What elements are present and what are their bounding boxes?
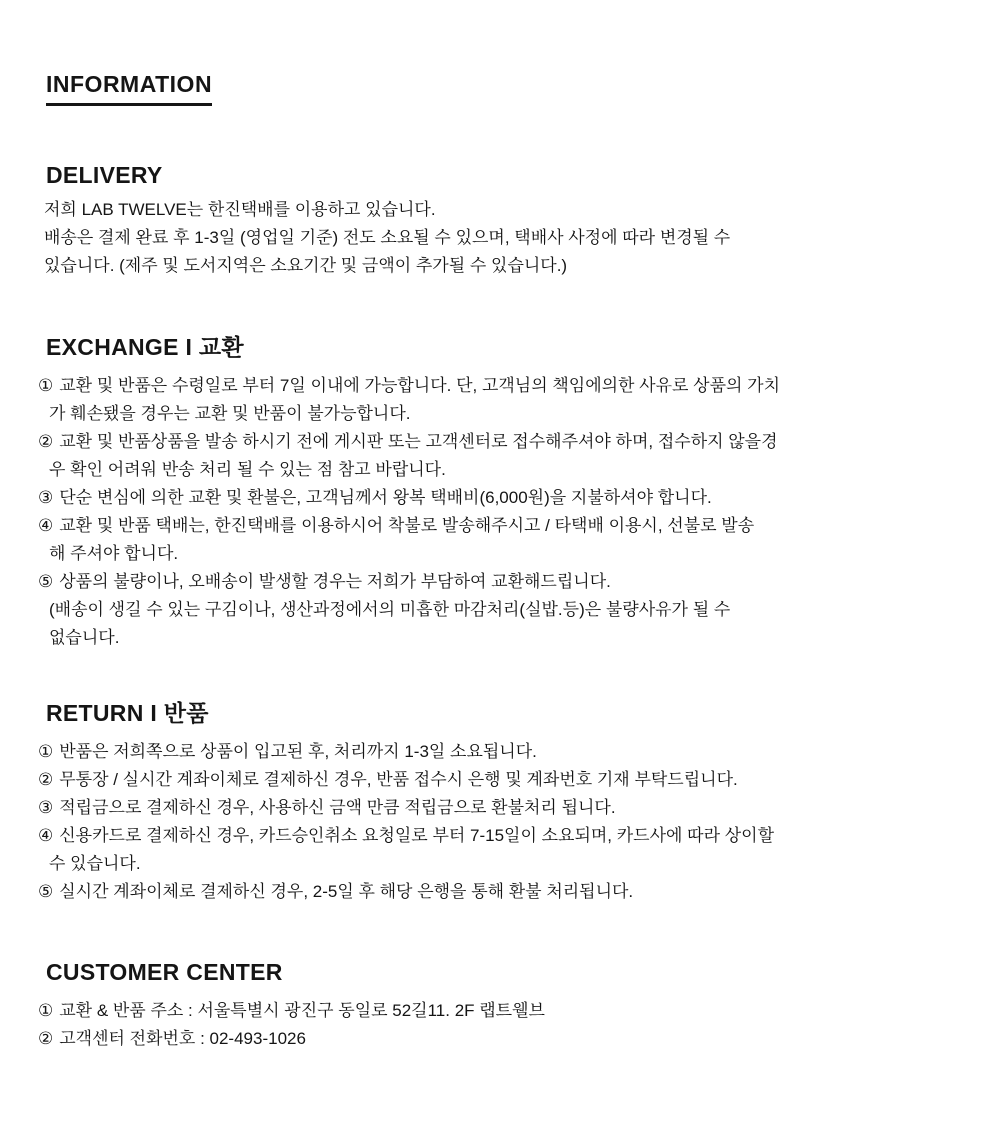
return-heading: RETURN I 반품 xyxy=(46,700,209,727)
item-line xyxy=(38,372,964,400)
delivery-paragraph xyxy=(44,196,960,280)
list-item xyxy=(38,822,964,878)
item-line: 해 주셔야 합니다. xyxy=(49,544,179,564)
item-marker: ① xyxy=(38,741,54,761)
customer-center-heading: CUSTOMER CENTER xyxy=(46,958,283,985)
item-line xyxy=(38,484,964,512)
item-text: 교환 & 반품 주소 : 서울특별시 광진구 동일로 52길11. 2F 랩트웰브 xyxy=(59,1000,545,1020)
section-delivery xyxy=(0,161,1000,281)
item-line xyxy=(38,794,964,822)
item-line xyxy=(38,568,964,596)
item-text: 교환 및 반품상품을 발송 하시기 전에 게시판 또는 고객센터로 접수해주셔야 하며, 접수하지 않을경 xyxy=(59,432,778,452)
exchange-list xyxy=(38,372,964,652)
list-item xyxy=(38,512,964,568)
item-marker: ① xyxy=(38,376,54,396)
item-line xyxy=(38,738,964,766)
page-title: INFORMATION xyxy=(46,71,212,106)
item-text: 신용카드로 결제하신 경우, 카드승인취소 요청일로 부터 7-15일이 소요되며, 카드사에 따라 상이할 xyxy=(59,825,774,845)
item-marker: ④ xyxy=(38,516,54,536)
list-item xyxy=(38,878,964,906)
item-line: 수 있습니다. xyxy=(49,853,141,873)
section-return xyxy=(0,699,1000,906)
item-line: 우 확인 어려워 반송 처리 될 수 있는 점 참고 바랍니다. xyxy=(49,460,446,480)
item-marker: ③ xyxy=(38,797,54,817)
list-item xyxy=(38,372,964,428)
item-line xyxy=(38,766,964,794)
delivery-line: 배송은 결제 완료 후 1-3일 (영업일 기준) 전도 소요될 수 있으며, 택배사 사정에 따라 변경될 수 xyxy=(44,228,731,248)
item-text: 교환 및 반품은 수령일로 부터 7일 이내에 가능합니다. 단, 고객님의 책임에의한 사유로 상품의 가치 xyxy=(59,376,781,396)
item-line xyxy=(38,1025,964,1053)
delivery-line: 있습니다. (제주 및 도서지역은 소요기간 및 금액이 추가될 수 있습니다.) xyxy=(44,256,568,276)
item-marker: ④ xyxy=(38,825,54,845)
list-item xyxy=(38,484,964,512)
item-text: 고객센터 전화번호 : 02-493-1026 xyxy=(59,1028,306,1048)
list-item xyxy=(38,568,964,652)
exchange-heading: EXCHANGE I 교환 xyxy=(46,334,244,361)
delivery-line: 저희 LAB TWELVE는 한진택배를 이용하고 있습니다. xyxy=(44,200,436,220)
page-title-wrap xyxy=(0,0,1000,106)
item-line xyxy=(38,878,964,906)
item-marker: ⑤ xyxy=(38,881,54,901)
item-marker: ② xyxy=(38,1028,54,1048)
section-customer-center xyxy=(0,958,1000,1053)
item-text: 실시간 계좌이체로 결제하신 경우, 2-5일 후 해당 은행을 통해 환불 처리됩니다. xyxy=(59,881,634,901)
list-item xyxy=(38,738,964,766)
list-item xyxy=(38,997,964,1025)
item-text: 상품의 불량이나, 오배송이 발생할 경우는 저희가 부담하여 교환해드립니다. xyxy=(59,572,611,592)
item-text: 반품은 저희쪽으로 상품이 입고된 후, 처리까지 1-3일 소요됩니다. xyxy=(59,741,537,761)
item-line: 없습니다. xyxy=(49,628,120,648)
section-exchange xyxy=(0,333,1000,652)
item-text: 적립금으로 결제하신 경우, 사용하신 금액 만큼 적립금으로 환불처리 됩니다. xyxy=(59,797,616,817)
item-line: (배송이 생길 수 있는 구김이나, 생산과정에서의 미흡한 마감처리(실밥.등)은 불량사유가 될 수 xyxy=(49,600,731,620)
item-line xyxy=(38,512,964,540)
customer-center-list xyxy=(38,997,964,1053)
delivery-heading: DELIVERY xyxy=(46,161,163,188)
item-text: 단순 변심에 의한 교환 및 환불은, 고객님께서 왕복 택배비(6,000원)을 지불하셔야 합니다. xyxy=(59,488,712,508)
item-marker: ⑤ xyxy=(38,572,54,592)
list-item xyxy=(38,794,964,822)
list-item xyxy=(38,428,964,484)
item-text: 교환 및 반품 택배는, 한진택배를 이용하시어 착불로 발송해주시고 / 타택배 이용시, 선불로 발송 xyxy=(59,516,755,536)
item-marker: ① xyxy=(38,1000,54,1020)
return-list xyxy=(38,738,964,906)
item-marker: ③ xyxy=(38,488,54,508)
item-line: 가 훼손됐을 경우는 교환 및 반품이 불가능합니다. xyxy=(49,404,411,424)
item-marker: ② xyxy=(38,432,54,452)
list-item xyxy=(38,1025,964,1053)
item-line xyxy=(38,428,964,456)
item-text: 무통장 / 실시간 계좌이체로 결제하신 경우, 반품 접수시 은행 및 계좌번호 기재 부탁드립니다. xyxy=(59,769,738,789)
list-item xyxy=(38,766,964,794)
item-marker: ② xyxy=(38,769,54,789)
item-line xyxy=(38,822,964,850)
item-line xyxy=(38,997,964,1025)
